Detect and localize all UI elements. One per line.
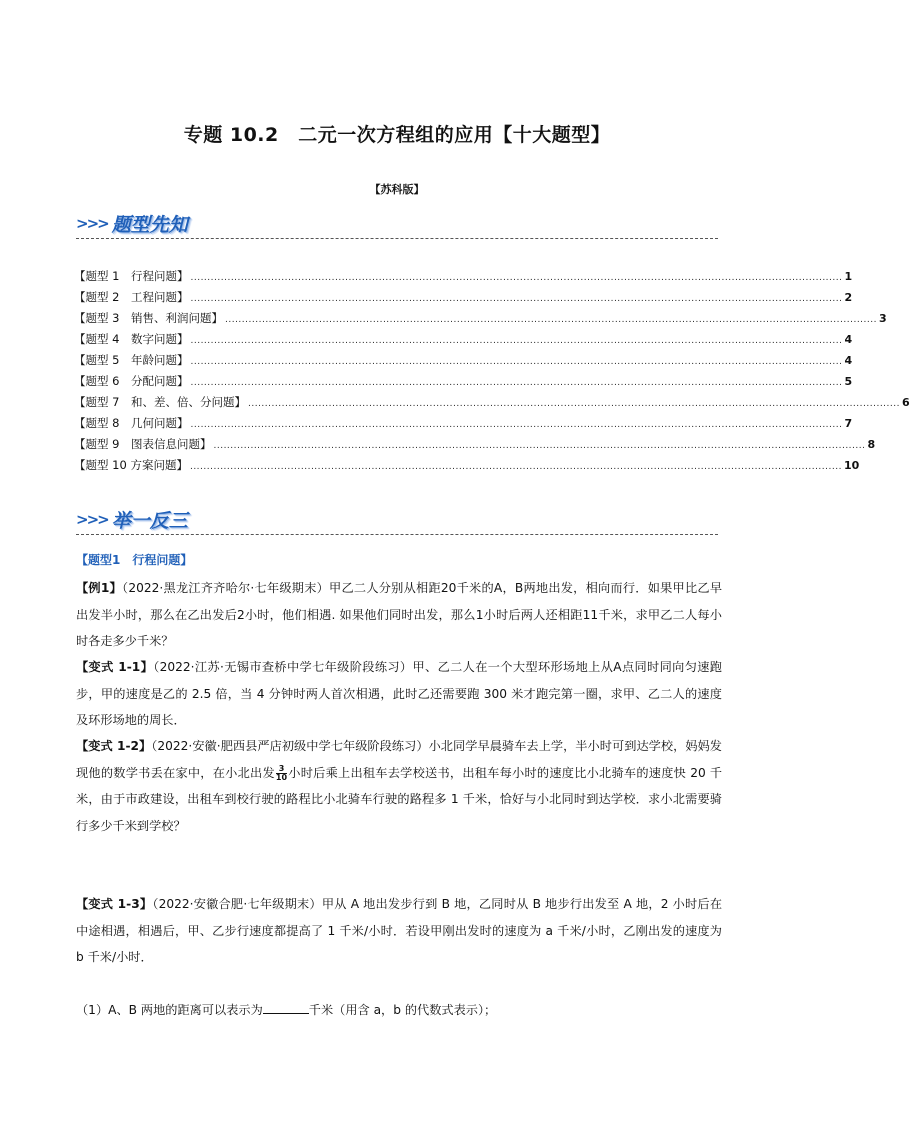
toc-item[interactable] [74,352,853,373]
example-text: （2022·黑龙江齐齐哈尔·七年级期末）甲乙二人分别从相距20千米的A，B两地出发，相向而行．如果甲比乙早出发半小时，那么在乙出发后2小时，他们相遇. 如果他们同时出发，那么1小时后两人还相距11千米，求甲乙二人每小时各走多少千米？ [76,581,723,648]
variant-1-2 [76,733,722,839]
toc-leader: .................................................................................................................................................................................................. [190,378,843,388]
toc-leader: .................................................................................................................................................................................................. [224,315,877,325]
toc-item-label: 【题型 6 分配问题】 [74,374,189,388]
toc-item[interactable] [74,436,876,457]
triple-arrow-icon: >>> [76,214,108,233]
section-header-practice [76,506,188,534]
toc-item-label: 【题型 3 销售、利润问题】 [74,311,223,325]
toc-item-label: 【题型 9 图表信息问题】 [74,437,212,451]
toc-item-label: 【题型 10 方案问题】 [74,458,188,472]
toc-leader: .................................................................................................................................................................................................. [190,336,843,346]
toc-leader: .................................................................................................................................................................................................. [190,273,843,283]
variant-lead: 【变式 1-3】 [76,897,153,911]
fraction-denominator: 10 [275,772,288,782]
toc-item[interactable] [74,373,853,394]
section-divider [76,534,718,535]
table-of-contents [74,268,910,478]
question-1 [76,997,722,1024]
category-heading: 【题型1 行程问题】 [76,553,193,567]
question-text-part1: （1）A、B 两地的距离可以表示为 [76,1003,263,1017]
section-divider [76,238,718,239]
toc-item-label: 【题型 1 行程问题】 [74,269,189,283]
section-label: 举一反三 [111,510,188,532]
section-label: 题型先知 [111,214,188,236]
toc-leader: .................................................................................................................................................................................................. [189,462,842,472]
toc-item-page: 6 [902,396,910,409]
toc-item[interactable] [74,289,853,310]
page-title: 专题 10.2 二元一次方程组的应用【十大题型】 [183,124,611,146]
question-text-part2: 千米（用含 a，b 的代数式表示）； [308,1003,497,1017]
edition-label: 【苏科版】 [369,183,425,196]
variant-text: （2022·江苏·无锡市查桥中学七年级阶段练习）甲、乙二人在一个大型环形场地上从A点同时同向匀速跑步，甲的速度是乙的 2.5 倍，当 4 分钟时两人首次相遇，此时乙还需要跑 300 米才跑完第一圈，求甲、乙二人的速度及环形场地的周长． [76,660,722,727]
toc-item-label: 【题型 8 几何问题】 [74,416,189,430]
variant-1-1 [76,654,722,734]
toc-leader: .................................................................................................................................................................................................. [190,294,843,304]
example-1 [76,575,722,655]
variant-text: （2022·安徽合肥·七年级期末）甲从 A 地出发步行到 B 地，乙同时从 B 地步行出发至 A 地，2 小时后在中途相遇，相遇后，甲、乙步行速度都提高了 1 千米/小时．若设甲刚出发时的速度为 a 千米/小时，乙刚出发的速度为 b 千米/小时． [76,897,723,964]
toc-item[interactable] [74,268,853,289]
toc-item-label: 【题型 7 和、差、倍、分问题】 [74,395,246,409]
toc-item[interactable] [74,310,887,331]
toc-item[interactable] [74,331,853,352]
fraction-numerator: 3 [276,765,287,774]
example-lead: 【例1】 [76,581,122,595]
toc-item-page: 8 [867,438,876,451]
toc-item-page: 3 [879,312,887,325]
toc-item-page: 1 [844,270,853,283]
toc-leader: .................................................................................................................................................................................................. [213,441,866,451]
toc-leader: .................................................................................................................................................................................................. [190,357,843,367]
toc-item-page: 7 [844,417,853,430]
toc-item[interactable] [74,415,853,436]
triple-arrow-icon: >>> [76,510,108,529]
toc-leader: .................................................................................................................................................................................................. [247,399,900,409]
section-header-overview [76,210,188,238]
toc-item-page: 4 [844,333,853,346]
toc-item[interactable] [74,394,910,415]
answer-blank[interactable] [263,1001,309,1014]
toc-leader: .................................................................................................................................................................................................. [190,420,843,430]
variant-text-part1: （2022·安徽·肥西县严店初级中学七年级阶段练习）小北同学早晨骑车去上学，半小时可到达学校，妈妈发现他的数学书丢在家中，在小北出发 [76,739,722,780]
variant-1-3 [76,891,722,971]
toc-item-label: 【题型 4 数字问题】 [74,332,189,346]
toc-item-page: 5 [844,375,853,388]
variant-lead: 【变式 1-2】 [76,739,152,753]
toc-item-page: 10 [843,459,860,472]
fraction [276,765,287,782]
toc-item-page: 4 [844,354,853,367]
toc-item-label: 【题型 2 工程问题】 [74,290,189,304]
toc-item-label: 【题型 5 年龄问题】 [74,353,189,367]
toc-item-page: 2 [844,291,853,304]
variant-lead: 【变式 1-1】 [76,660,154,674]
toc-item[interactable] [74,457,860,478]
variant-text-part2: 小时后乘上出租车去学校送书，出租车每小时的速度比小北骑车的速度快 20 千米，由于市政建设，出租车到校行驶的路程比小北骑车行驶的路程多 1 千米，恰好与小北同时到达学校．求小北需要骑行多少千米到学校？ [76,765,723,833]
